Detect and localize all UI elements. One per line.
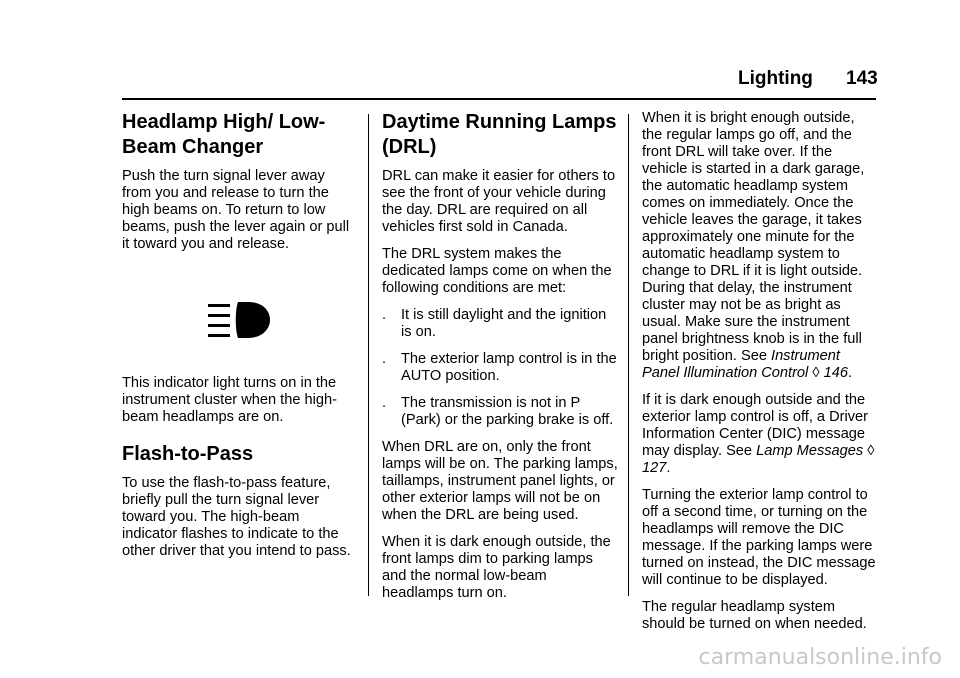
bullet-symbol: . (382, 351, 387, 367)
bullet-item (382, 395, 618, 429)
column-divider-2 (628, 114, 629, 596)
section-title: Lighting (738, 68, 813, 89)
high-beam-indicator-icon (208, 300, 272, 340)
paragraph (642, 392, 878, 477)
paragraph: When it is dark enough outside, the front lamps dim to parking lamps and the normal low-beam headlamps turn on. (382, 534, 611, 601)
paragraph: This indicator light turns on in the instrument cluster when the high-beam headlamps are on. (122, 375, 337, 425)
page-reference[interactable]: 146 (823, 365, 848, 381)
page-reference[interactable]: 127 (642, 460, 667, 476)
watermark: carmanualsonline.info (698, 645, 942, 670)
heading-headlamp-changer: Headlamp High/ Low-Beam Changer (122, 111, 326, 158)
paragraph (642, 110, 878, 382)
heading-flash-to-pass: Flash-to-Pass (122, 443, 254, 465)
bullet-item (382, 307, 618, 341)
column-divider-1 (368, 114, 369, 596)
period: . (666, 460, 671, 476)
page-ref-icon: ◊ (867, 443, 875, 459)
header-rule (122, 98, 876, 100)
cross-reference-link[interactable]: Instrument Panel Illumination Control (642, 348, 840, 381)
paragraph: DRL can make it easier for others to see the front of your vehicle during the day. DRL are required on all vehicles first sold in Canada. (382, 168, 616, 235)
paragraph: The regular headlamp system should be turned on when needed. (642, 599, 867, 632)
bullet-symbol: . (382, 307, 387, 323)
paragraph: The DRL system makes the dedicated lamps come on when the following conditions are met: (382, 246, 612, 296)
column-1 (122, 110, 358, 570)
paragraph: When DRL are on, only the front lamps will be on. The parking lamps, taillamps, instrument panel lights, or other exterior lamps will not be on when the DRL are being used. (382, 439, 618, 523)
paragraph: Push the turn signal lever away from you and release to turn the high beams on. To return to low beams, push the lever again or pull it toward you and release. (122, 168, 350, 252)
bullet-symbol: . (382, 395, 387, 411)
paragraph-text: When it is bright enough outside, the regular lamps go off, and the front DRL will take over. If the vehicle is started in a dark garage, the automatic headlamp system comes on immediately. Once the vehicle leaves the garage, it takes approximately one minute for the automatic headlamp system to change to DRL if it is light outside. During that delay, the instrument cluster may not be as bright as usual. Make sure the instrument panel brightness knob is in the full bright position. See (642, 110, 865, 364)
bullet-text: The exterior lamp control is in the AUTO position. (401, 351, 617, 384)
heading-drl: Daytime Running Lamps (DRL) (382, 111, 617, 158)
bullet-text: It is still daylight and the ignition is on. (401, 307, 607, 340)
bullet-item (382, 351, 618, 385)
cross-reference-link[interactable]: Lamp Messages (756, 443, 864, 459)
page-ref-icon: ◊ (812, 365, 820, 381)
column-2 (382, 110, 618, 612)
icon-container (122, 263, 358, 375)
bullet-text: The transmission is not in P (Park) or the parking brake is off. (401, 395, 614, 428)
page-number: 143 (846, 68, 878, 89)
paragraph: Turning the exterior lamp control to off a second time, or turning on the headlamps will remove the DIC message. If the parking lamps were turned on instead, the DIC message will continue to be displayed. (642, 487, 876, 588)
paragraph-text: If it is dark enough outside and the exterior lamp control is off, a Driver Information Center (DIC) message may display. See (642, 392, 869, 459)
column-3 (642, 110, 878, 643)
paragraph: To use the flash-to-pass feature, briefly pull the turn signal lever toward you. The high-beam indicator flashes to indicate to the other driver that you intend to pass. (122, 475, 351, 559)
period: . (848, 365, 853, 381)
